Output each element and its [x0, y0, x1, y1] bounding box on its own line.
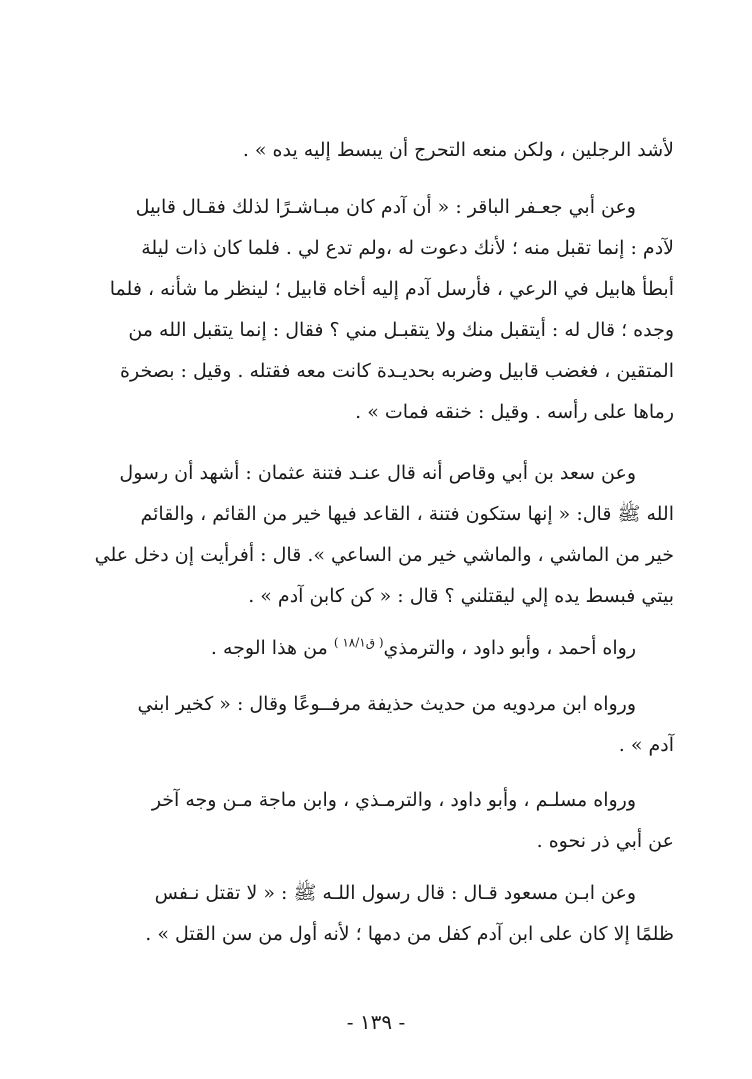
paragraph-6-line-2: عن أبي ذر نحوه . [536, 830, 674, 852]
paragraph-1-line-1: لأشد الرجلين ، ولكن منعه التحرج أن يبسط إليه يده » . [242, 139, 674, 161]
paragraph-4-line-1 [78, 628, 674, 669]
paragraph-4-text-before: رواه أحمد ، وأبو داود ، والترمذي [383, 637, 636, 659]
paragraph-5-line-1: ورواه ابن مردويه من حديث حذيفة مرفــوعًا وقال : « كخير ابني [137, 693, 636, 715]
paragraph-3-line-2: الله ﷺ قال: « إنها ستكون فتنة ، القاعد فيها خير من القائم ، والقائم [140, 503, 674, 525]
paragraph-2 [78, 187, 674, 433]
footnote-reference: ( ق١٨/١ ) [333, 635, 384, 650]
paragraph-2-line-1: وعن أبي جعـفر الباقر : « أن آدم كان مبـاشـرًا لذلك فقـال قابيل [135, 196, 636, 218]
paragraph-3-line-1: وعن سعد بن أبي وقاص أنه قال عنـد فتنة عثمان : أشهد أن رسول [119, 462, 636, 484]
paragraph-2-line-3: أبطأ هابيل في الرعي ، فأرسل آدم إليه أخاه قابيل ؛ لينظر ما شأنه ، فلما [109, 278, 674, 300]
paragraph-7-line-2: ظلمًا إلا كان على ابن آدم كفل من دمها ؛ لأنه أول من سن القتل » . [145, 923, 674, 945]
paragraph-2-line-5: المتقين ، فغضب قابيل وضربه بحديـدة كانت معه فقتله . وقيل : بصخرة [120, 360, 674, 382]
paragraph-7-line-1: وعن ابـن مسعود قـال : قال رسول اللـه ﷺ : « لا تقتل نـفس [154, 882, 636, 904]
paragraph-4 [78, 628, 674, 669]
paragraph-2-line-6: رماها على رأسه . وقيل : خنقه فمات » . [355, 401, 674, 423]
page-number: - ١٣٩ - [346, 1010, 406, 1034]
paragraph-1 [78, 130, 674, 171]
paragraph-3 [78, 453, 674, 617]
paragraph-7 [78, 873, 674, 955]
paragraph-5-line-2: آدم » . [618, 734, 674, 756]
paragraph-6-line-1: ورواه مسلـم ، وأبو داود ، والترمـذي ، وابن ماجة مـن وجه آخر [151, 789, 636, 811]
paragraph-2-line-4: وجده ؛ قال له : أيتقبل منك ولا يتقبـل مني ؟ فقال : إنما يتقبل الله من [128, 319, 674, 341]
paragraph-3-line-4: بيتي فبسط يده إلي ليقتلني ؟ قال : « كن كابن آدم » . [248, 585, 674, 607]
paragraph-4-text-after: من هذا الوجه . [210, 637, 334, 659]
paragraph-2-line-2: لآدم : إنما تقبل منه ؛ لأنك دعوت له ،ولم تدع لي . فلما كان ذات ليلة [141, 237, 674, 259]
paragraph-3-line-3: خير من الماشي ، والماشي خير من الساعي ». قال : أفرأيت إن دخل علي [94, 544, 674, 566]
paragraph-5 [78, 684, 674, 766]
paragraph-6 [78, 780, 674, 862]
